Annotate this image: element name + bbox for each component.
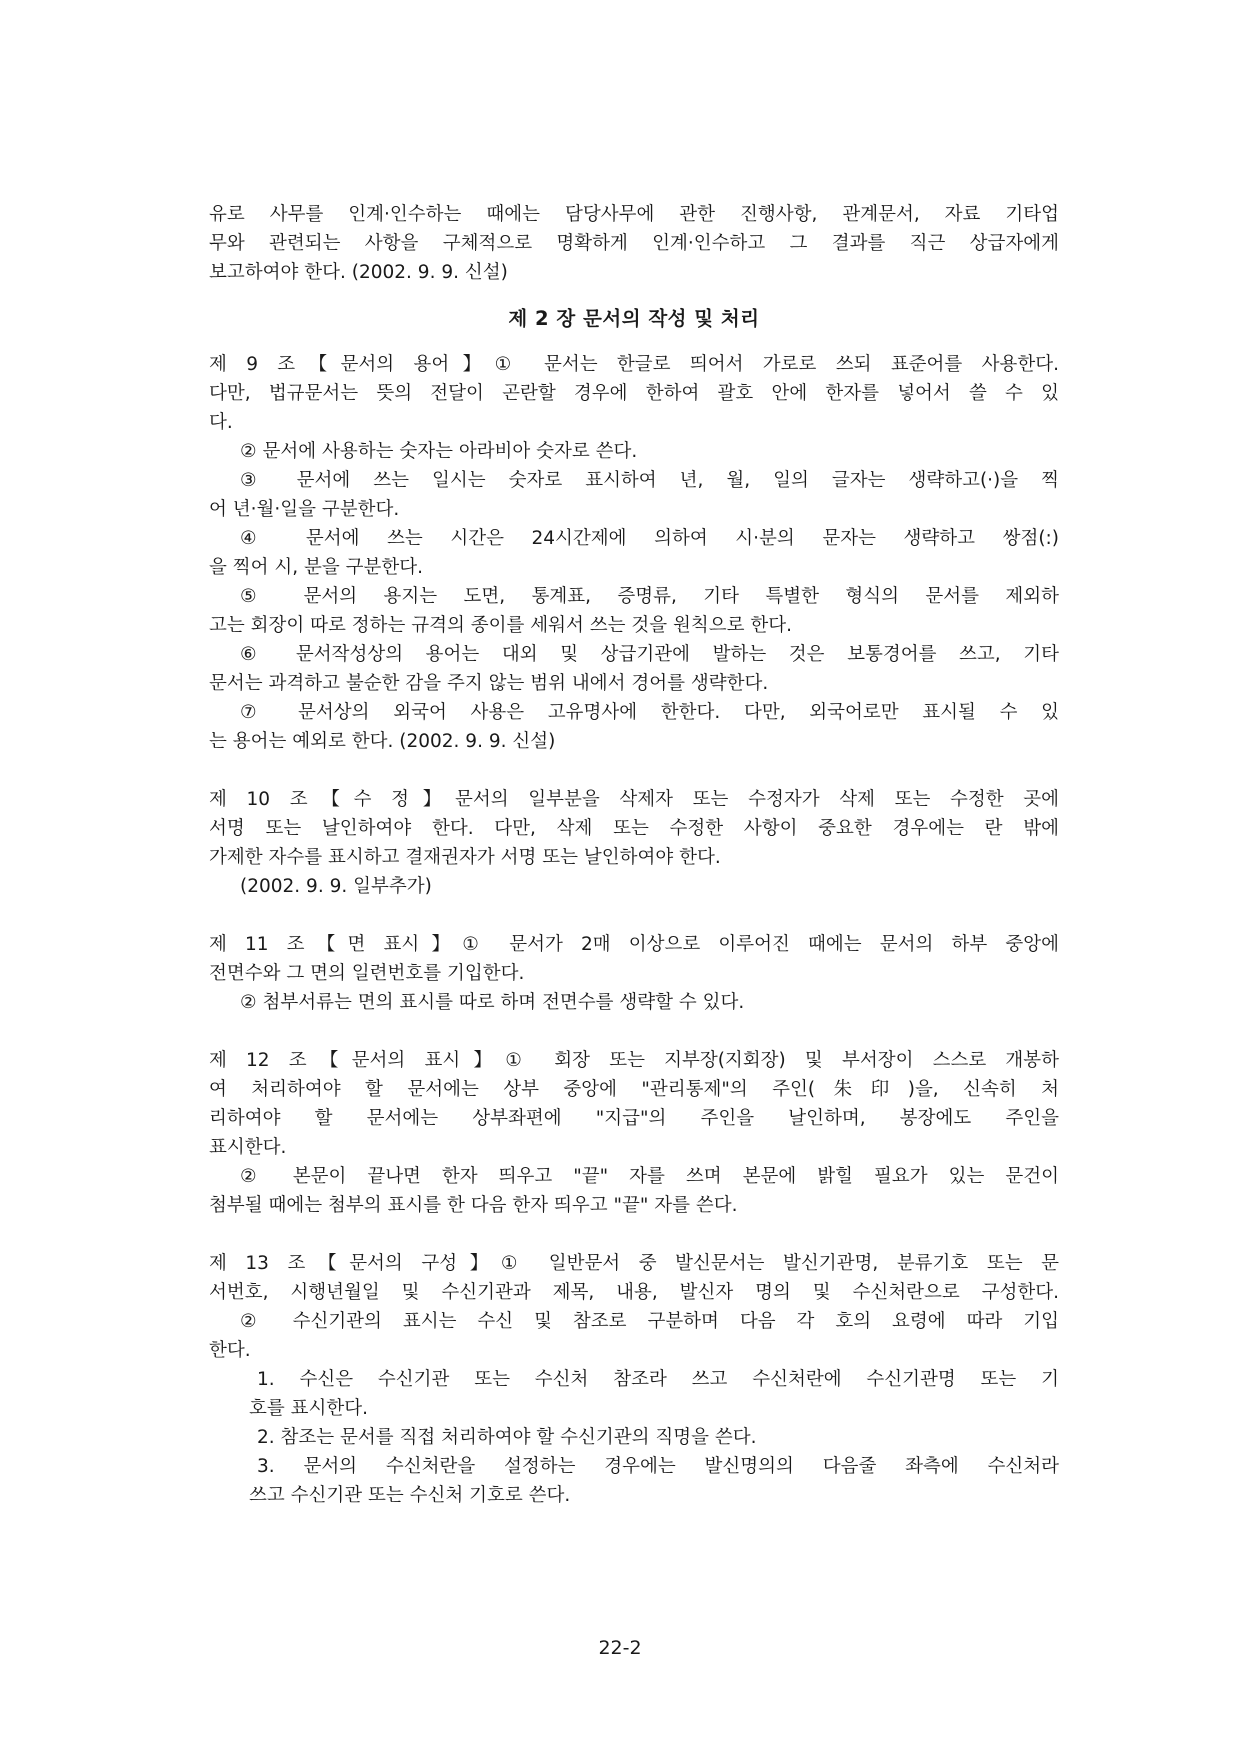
chapter-title: 제 2 장 문서의 작성 및 처리: [508, 307, 760, 330]
document-body: [209, 200, 1059, 1510]
text-line: 보고하여야 한다. (2002. 9. 9. 신설): [209, 262, 508, 283]
text-line: 무와 관련되는 사항을 구체적으로 명확하게 인계·인수하고 그 결과를 직근 상급자에게: [209, 233, 1059, 254]
text-line: ② 문서에 사용하는 숫자는 아라비아 숫자로 쓴다.: [240, 441, 638, 462]
text-line: 쓰고 수신기관 또는 수신처 기호로 쓴다.: [249, 1485, 571, 1506]
text-line: 제 12 조【문서의 표시】① 회장 또는 지부장(지회장) 및 부서장이 스스로 개봉하: [209, 1050, 1059, 1071]
text-line: 제 10 조【수 정】문서의 일부분을 삭제자 또는 수정자가 삭제 또는 수정한 곳에: [209, 789, 1059, 810]
text-line: ⑦ 문서상의 외국어 사용은 고유명사에 한한다. 다만, 외국어로만 표시될 수 있: [240, 702, 1059, 723]
text-line: ② 첨부서류는 면의 표시를 따로 하며 전면수를 생략할 수 있다.: [240, 992, 745, 1013]
text-line: 전면수와 그 면의 일련번호를 기입한다.: [209, 963, 525, 984]
text-line: 첨부될 때에는 첨부의 표시를 한 다음 한자 띄우고 "끝" 자를 쓴다.: [209, 1195, 738, 1216]
text-line: 가제한 자수를 표시하고 결재권자가 서명 또는 날인하여야 한다.: [209, 847, 721, 868]
text-line: 3. 문서의 수신처란을 설정하는 경우에는 발신명의의 다음줄 좌측에 수신처라: [257, 1456, 1059, 1477]
text-line: 2. 참조는 문서를 직접 처리하여야 할 수신기관의 직명을 쓴다.: [257, 1427, 757, 1448]
intro-paragraph: [209, 200, 1059, 287]
page-number: 22-2: [598, 1637, 642, 1659]
text-line: 한다.: [209, 1340, 251, 1361]
text-line: 고는 회장이 따로 정하는 규격의 종이를 세워서 쓰는 것을 원칙으로 한다.: [209, 615, 792, 636]
text-line: ② 수신기관의 표시는 수신 및 참조로 구분하며 다음 각 호의 요령에 따라 기입: [240, 1311, 1059, 1332]
text-line: 어 년·월·일을 구분한다.: [209, 499, 400, 520]
article-10: [209, 785, 1059, 901]
text-line: 1. 수신은 수신기관 또는 수신처 참조라 쓰고 수신처란에 수신기관명 또는 기: [257, 1369, 1059, 1390]
text-line: 호를 표시한다.: [249, 1398, 368, 1419]
text-line: 다만, 법규문서는 뜻의 전달이 곤란할 경우에 한하여 괄호 안에 한자를 넣어서 쓸 수 있: [209, 383, 1059, 404]
text-line: ④ 문서에 쓰는 시간은 24시간제에 의하여 시·분의 문자는 생략하고 쌍점(:): [240, 528, 1059, 549]
article-9: [209, 350, 1059, 756]
article-12: [209, 1046, 1059, 1220]
text-line: 제 13 조【문서의 구성】① 일반문서 중 발신문서는 발신기관명, 분류기호 또는 문: [209, 1253, 1059, 1274]
text-line: 표시한다.: [209, 1137, 287, 1158]
text-line: 유로 사무를 인계·인수하는 때에는 담당사무에 관한 진행사항, 관계문서, 자료 기타업: [209, 204, 1059, 225]
text-line: ② 본문이 끝나면 한자 띄우고 "끝" 자를 쓰며 본문에 밝힐 필요가 있는 문건이: [240, 1166, 1059, 1187]
text-line: 여 처리하여야 할 문서에는 상부 중앙에 "관리통제"의 주인(朱印)을, 신속히 처: [209, 1079, 1059, 1100]
article-13: [209, 1249, 1059, 1510]
text-line: 는 용어는 예외로 한다. (2002. 9. 9. 신설): [209, 731, 556, 752]
text-line: ⑤ 문서의 용지는 도면, 통계표, 증명류, 기타 특별한 형식의 문서를 제외하: [240, 586, 1059, 607]
text-line: 제 9 조【문서의 용어】① 문서는 한글로 띄어서 가로로 쓰되 표준어를 사용한다.: [209, 354, 1059, 375]
text-line: 리하여야 할 문서에는 상부좌편에 "지급"의 주인을 날인하며, 봉장에도 주인을: [209, 1108, 1059, 1129]
text-line: 문서는 과격하고 불순한 감을 주지 않는 범위 내에서 경어를 생략한다.: [209, 673, 769, 694]
text-line: 서번호, 시행년월일 및 수신기관과 제목, 내용, 발신자 명의 및 수신처란으로 구성한다.: [209, 1282, 1059, 1303]
text-line: 서명 또는 날인하여야 한다. 다만, 삭제 또는 수정한 사항이 중요한 경우에는 란 밖에: [209, 818, 1059, 839]
text-line: (2002. 9. 9. 일부추가): [240, 876, 432, 897]
text-line: 다.: [209, 412, 233, 433]
text-line: ⑥ 문서작성상의 용어는 대외 및 상급기관에 발하는 것은 보통경어를 쓰고, 기타: [240, 644, 1059, 665]
text-line: ③ 문서에 쓰는 일시는 숫자로 표시하여 년, 월, 일의 글자는 생략하고(·)을 찍: [240, 470, 1059, 491]
article-11: [209, 930, 1059, 1017]
text-line: 제 11 조【면 표시】① 문서가 2매 이상으로 이루어진 때에는 문서의 하부 중앙에: [209, 934, 1059, 955]
text-line: 을 찍어 시, 분을 구분한다.: [209, 557, 423, 578]
